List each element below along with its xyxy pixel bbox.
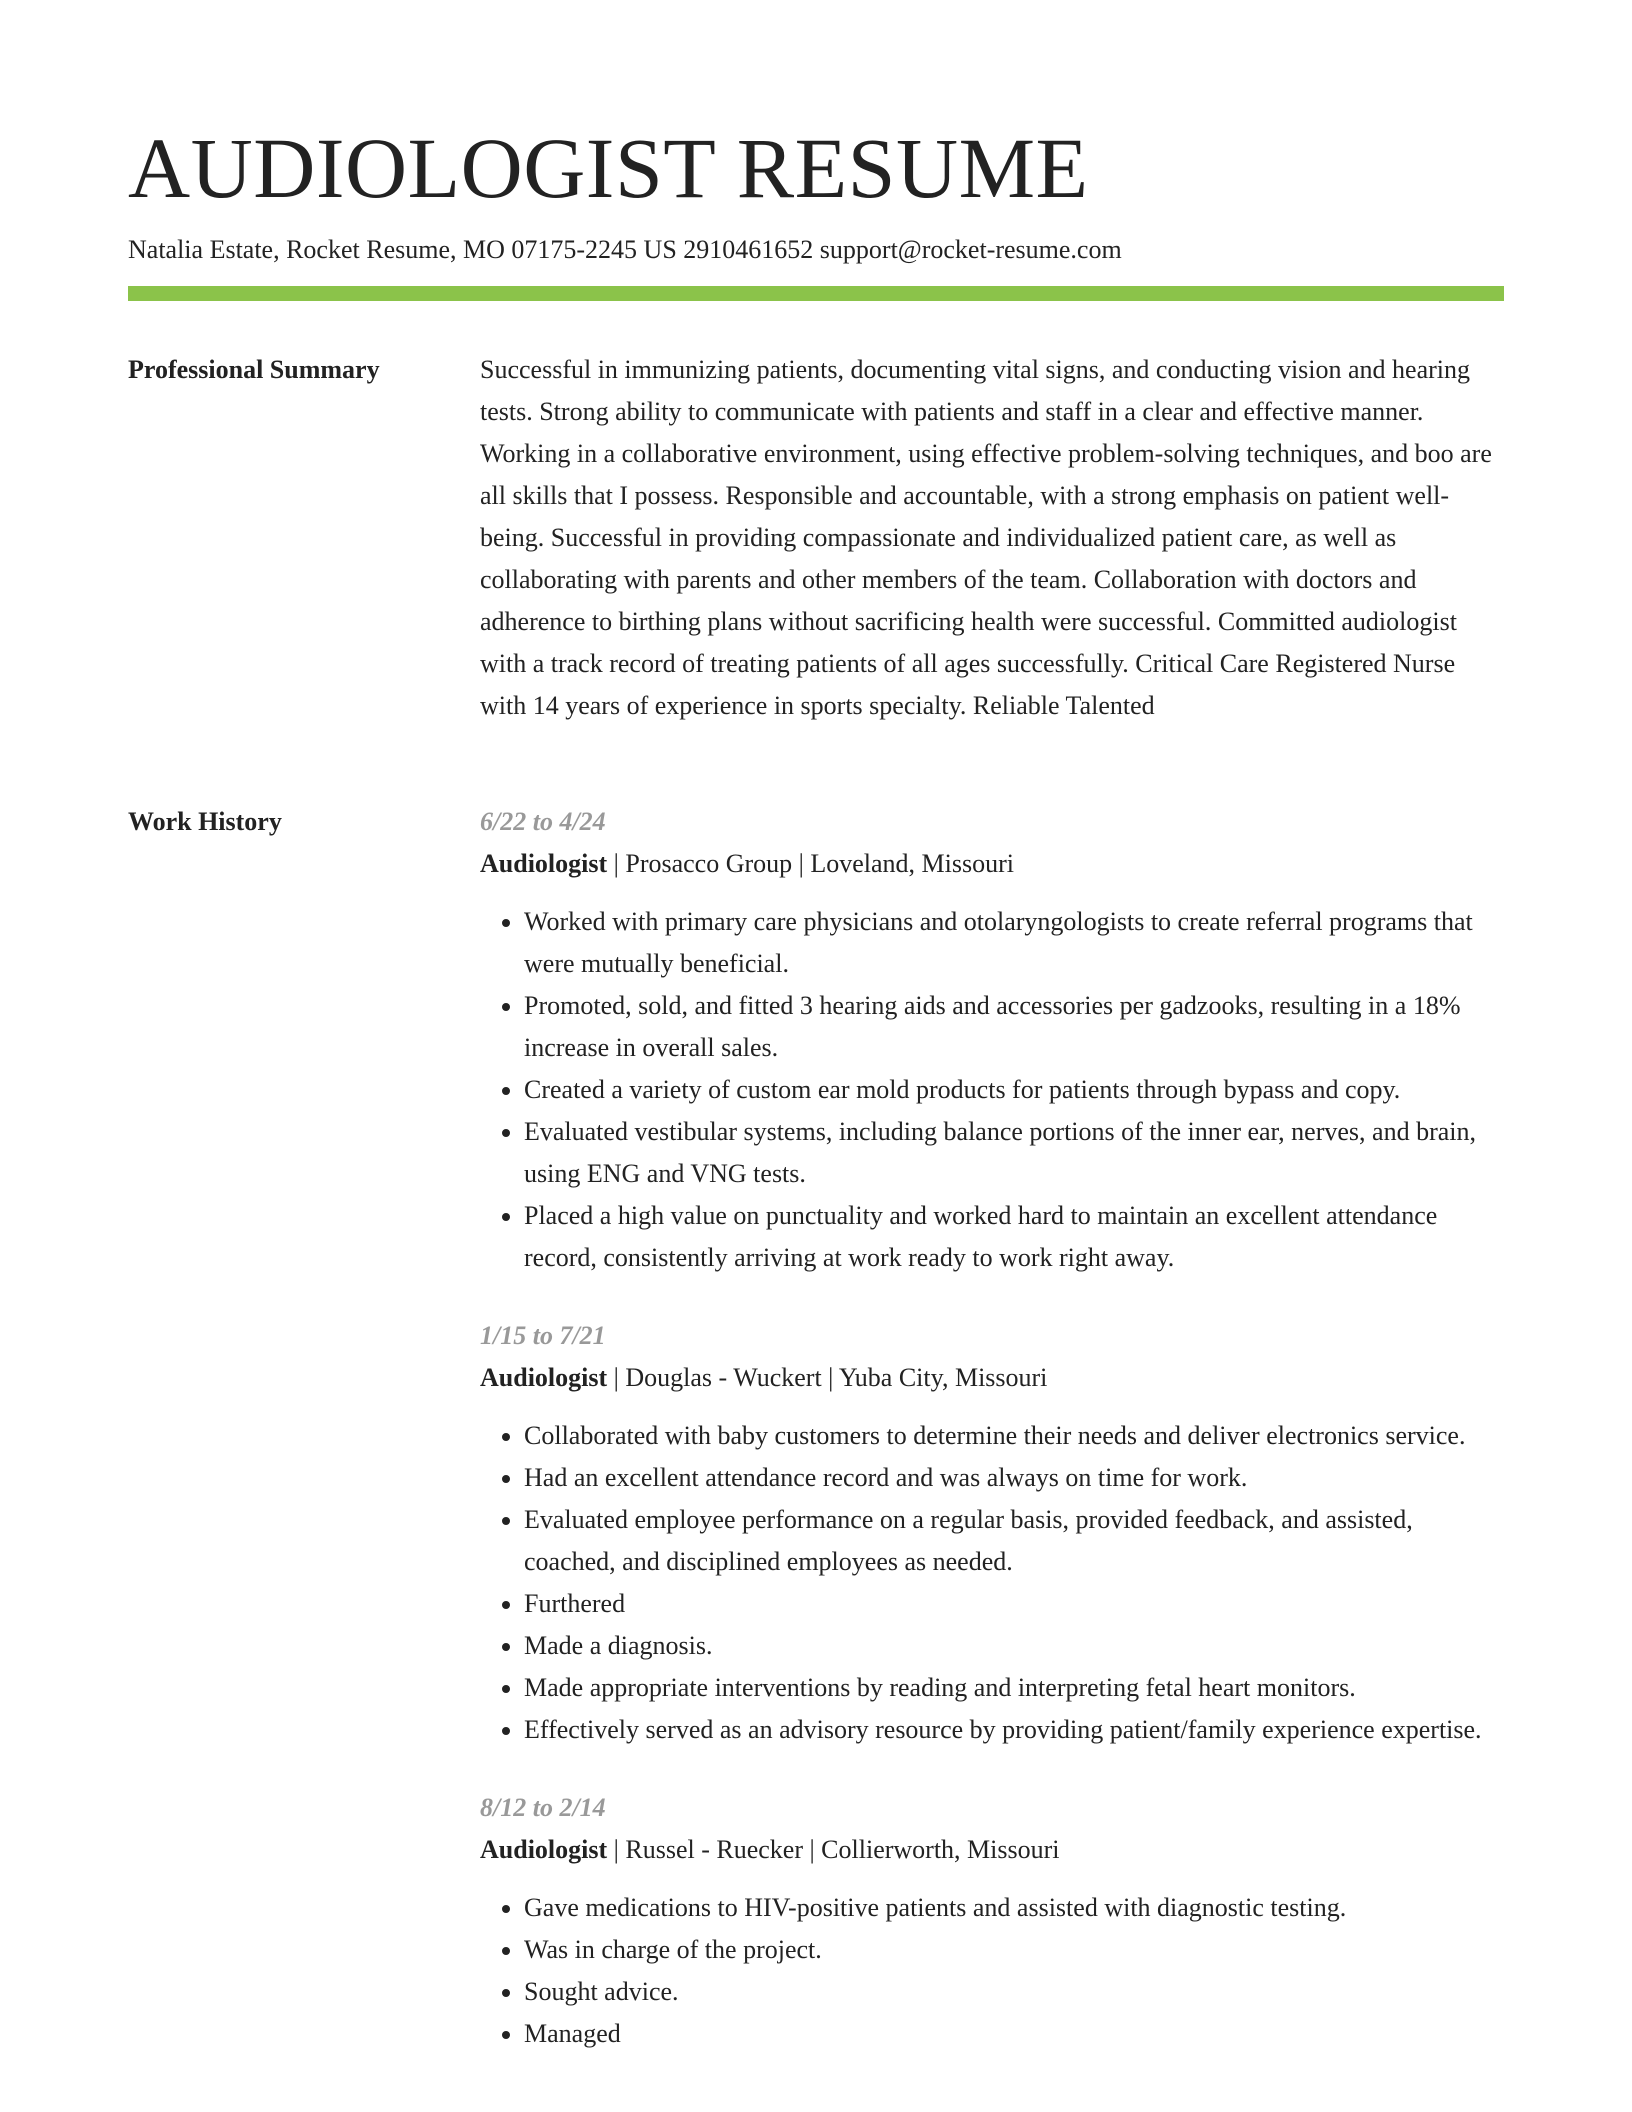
job-bullet: • Promoted, sold, and fitted 3 hearing aids and accessories per gadzooks, resulting in a 18% increase in overall sales. [524, 985, 1504, 1069]
job-employer-location: | Prosacco Group | Loveland, Missouri [607, 849, 1015, 878]
resume-title: AUDIOLOGIST RESUME [128, 120, 1089, 216]
job-title: Audiologist [480, 849, 608, 878]
job-bullet: • Placed a high value on punctuality and worked hard to maintain an excellent attendance record, consistently arriving at work ready to work right away. [524, 1195, 1504, 1279]
job-dates: 6/22 to 4/24 [480, 807, 606, 836]
job-bullet-list [480, 901, 1504, 1279]
job-bullet: • Managed [524, 2013, 1504, 2055]
job-title: Audiologist [480, 1363, 608, 1392]
job-entry [480, 1315, 1504, 1751]
job-heading [480, 843, 1504, 885]
job-bullet: • Made a diagnosis. [524, 1625, 1504, 1667]
section-label-work-history: Work History [128, 807, 282, 836]
job-bullet: • Created a variety of custom ear mold products for patients through bypass and copy. [524, 1069, 1504, 1111]
job-entry [480, 1787, 1504, 2055]
professional-summary-body [480, 349, 1504, 727]
job-title: Audiologist [480, 1835, 608, 1864]
job-bullet: • Evaluated employee performance on a regular basis, provided feedback, and assisted, coached, and disciplined employees as needed. [524, 1499, 1504, 1583]
job-employer-location: | Douglas - Wuckert | Yuba City, Missouri [607, 1363, 1048, 1392]
section-label-professional-summary: Professional Summary [128, 355, 380, 384]
job-bullet: • Furthered [524, 1583, 1504, 1625]
accent-divider [128, 286, 1504, 301]
contact-line: Natalia Estate, Rocket Resume, MO 07175-2245 US 2910461652 support@rocket-resume.com [128, 235, 1122, 264]
job-employer-location: | Russel - Ruecker | Collierworth, Missouri [607, 1835, 1060, 1864]
job-bullet: • Had an excellent attendance record and was always on time for work. [524, 1457, 1504, 1499]
work-history-list [480, 801, 1504, 2091]
job-bullet: • Worked with primary care physicians and otolaryngologists to create referral programs that were mutually beneficial. [524, 901, 1504, 985]
job-dates: 1/15 to 7/21 [480, 1321, 606, 1350]
job-bullet: • Was in charge of the project. [524, 1929, 1504, 1971]
job-bullet-list [480, 1415, 1504, 1751]
job-bullet-list [480, 1887, 1504, 2055]
job-bullet: • Evaluated vestibular systems, including balance portions of the inner ear, nerves, and brain, using ENG and VNG tests. [524, 1111, 1504, 1195]
job-bullet: • Sought advice. [524, 1971, 1504, 2013]
job-dates: 8/12 to 2/14 [480, 1793, 606, 1822]
job-bullet: • Collaborated with baby customers to determine their needs and deliver electronics service. [524, 1415, 1504, 1457]
summary-paragraph: Successful in immunizing patients, documenting vital signs, and conducting vision and hearing tests. Strong ability to communicate with patients and staff in a clear and effective manner. Working in a collaborative environment, using effective problem-solving techniques, and boo are all skills that I possess. Responsible and accountable, with a strong emphasis on patient well-being. Successful in providing compassionate and individualized patient care, as well as collaborating with parents and other members of the team. Collaboration with doctors and adherence to birthing plans without sacrificing health were successful. Committed audiologist with a track record of treating patients of all ages successfully. Critical Care Registered Nurse with 14 years of experience in sports specialty. Reliable Talented [480, 355, 1492, 720]
job-bullet: • Made appropriate interventions by reading and interpreting fetal heart monitors. [524, 1667, 1504, 1709]
job-bullet: • Effectively served as an advisory resource by providing patient/family experience expertise. [524, 1709, 1504, 1751]
job-heading [480, 1357, 1504, 1399]
job-bullet: • Gave medications to HIV-positive patients and assisted with diagnostic testing. [524, 1887, 1504, 1929]
job-entry [480, 801, 1504, 1279]
job-heading [480, 1829, 1504, 1871]
